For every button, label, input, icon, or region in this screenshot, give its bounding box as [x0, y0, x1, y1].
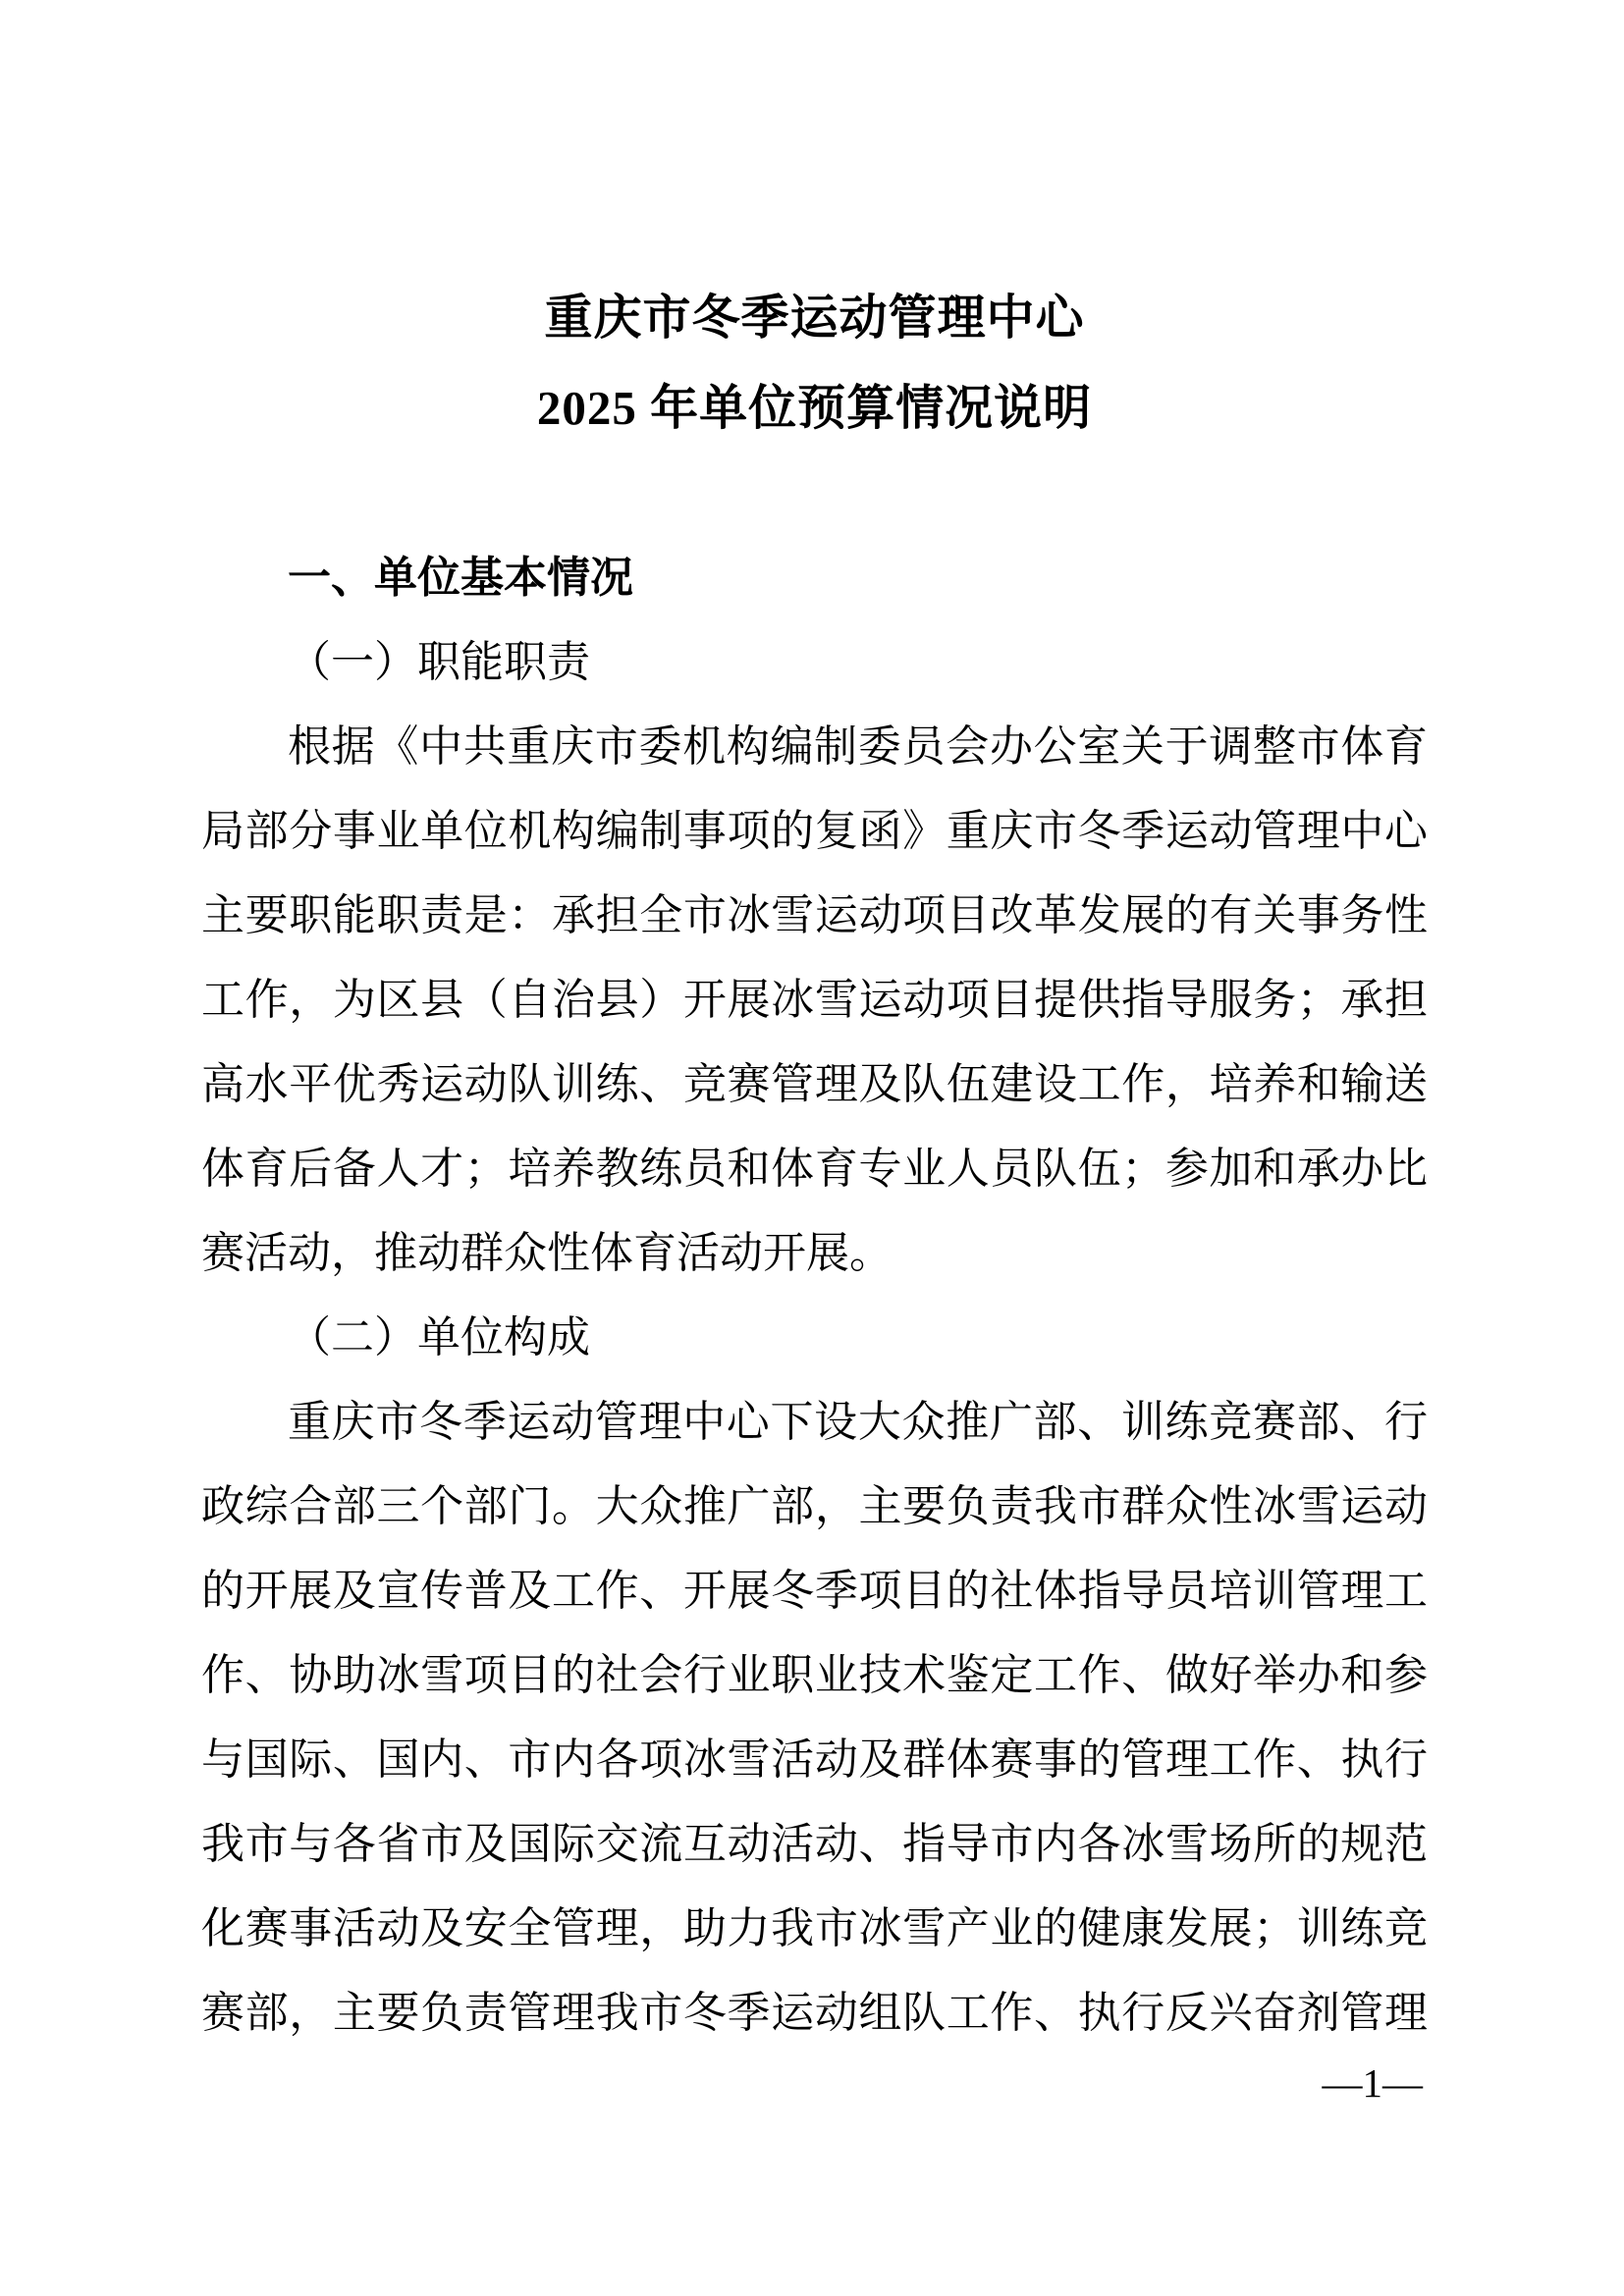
body-line: 政综合部三个部门。大众推广部，主要负责我市群众性冰雪运动	[201, 1482, 1428, 1530]
paragraph-duties	[201, 705, 1428, 1296]
page-number: —1—	[1322, 2060, 1423, 2106]
body-line: 作、协助冰雪项目的社会行业职业技术鉴定工作、做好举办和参	[201, 1651, 1428, 1699]
body-line: 我市与各省市及国际交流互动活动、指导市内各冰雪场所的规范	[201, 1820, 1428, 1868]
body-line: 的开展及宣传普及工作、开展冬季项目的社体指导员培训管理工	[201, 1567, 1428, 1615]
body-line: 局部分事业单位机构编制事项的复函》重庆市冬季运动管理中心	[201, 807, 1428, 855]
body-line: 重庆市冬季运动管理中心下设大众推广部、训练竞赛部、行	[288, 1398, 1428, 1446]
body-line: 与国际、国内、市内各项冰雪活动及群体赛事的管理工作、执行	[201, 1735, 1428, 1784]
body-line: 工作，为区县（自治县）开展冰雪运动项目提供指导服务；承担	[201, 976, 1428, 1024]
body-line: 化赛事活动及安全管理，助力我市冰雪产业的健康发展；训练竞	[201, 1904, 1428, 1952]
doc-title-line2: 2025 年单位预算情况说明	[536, 381, 1093, 435]
body-line: 主要职能职责是：承担全市冰雪运动项目改革发展的有关事务性	[201, 891, 1428, 939]
paragraph-composition	[201, 1380, 1428, 2056]
subheading-composition: （二）单位构成	[288, 1313, 590, 1362]
section-heading-basic-info: 一、单位基本情况	[288, 554, 633, 602]
body-line: 赛部，主要负责管理我市冬季运动组队工作、执行反兴奋剂管理	[201, 1989, 1428, 2037]
body-line: 高水平优秀运动队训练、竞赛管理及队伍建设工作，培养和输送	[201, 1060, 1428, 1108]
body-line: 根据《中共重庆市委机构编制委员会办公室关于调整市体育	[288, 722, 1428, 771]
subheading-duties: （一）职能职责	[288, 638, 590, 686]
body-line: 体育后备人才；培养教练员和体育专业人员队伍；参加和承办比	[201, 1145, 1428, 1193]
doc-title-line1: 重庆市冬季运动管理中心	[544, 291, 1085, 345]
body-line: 赛活动，推动群众性体育活动开展。	[201, 1229, 893, 1277]
